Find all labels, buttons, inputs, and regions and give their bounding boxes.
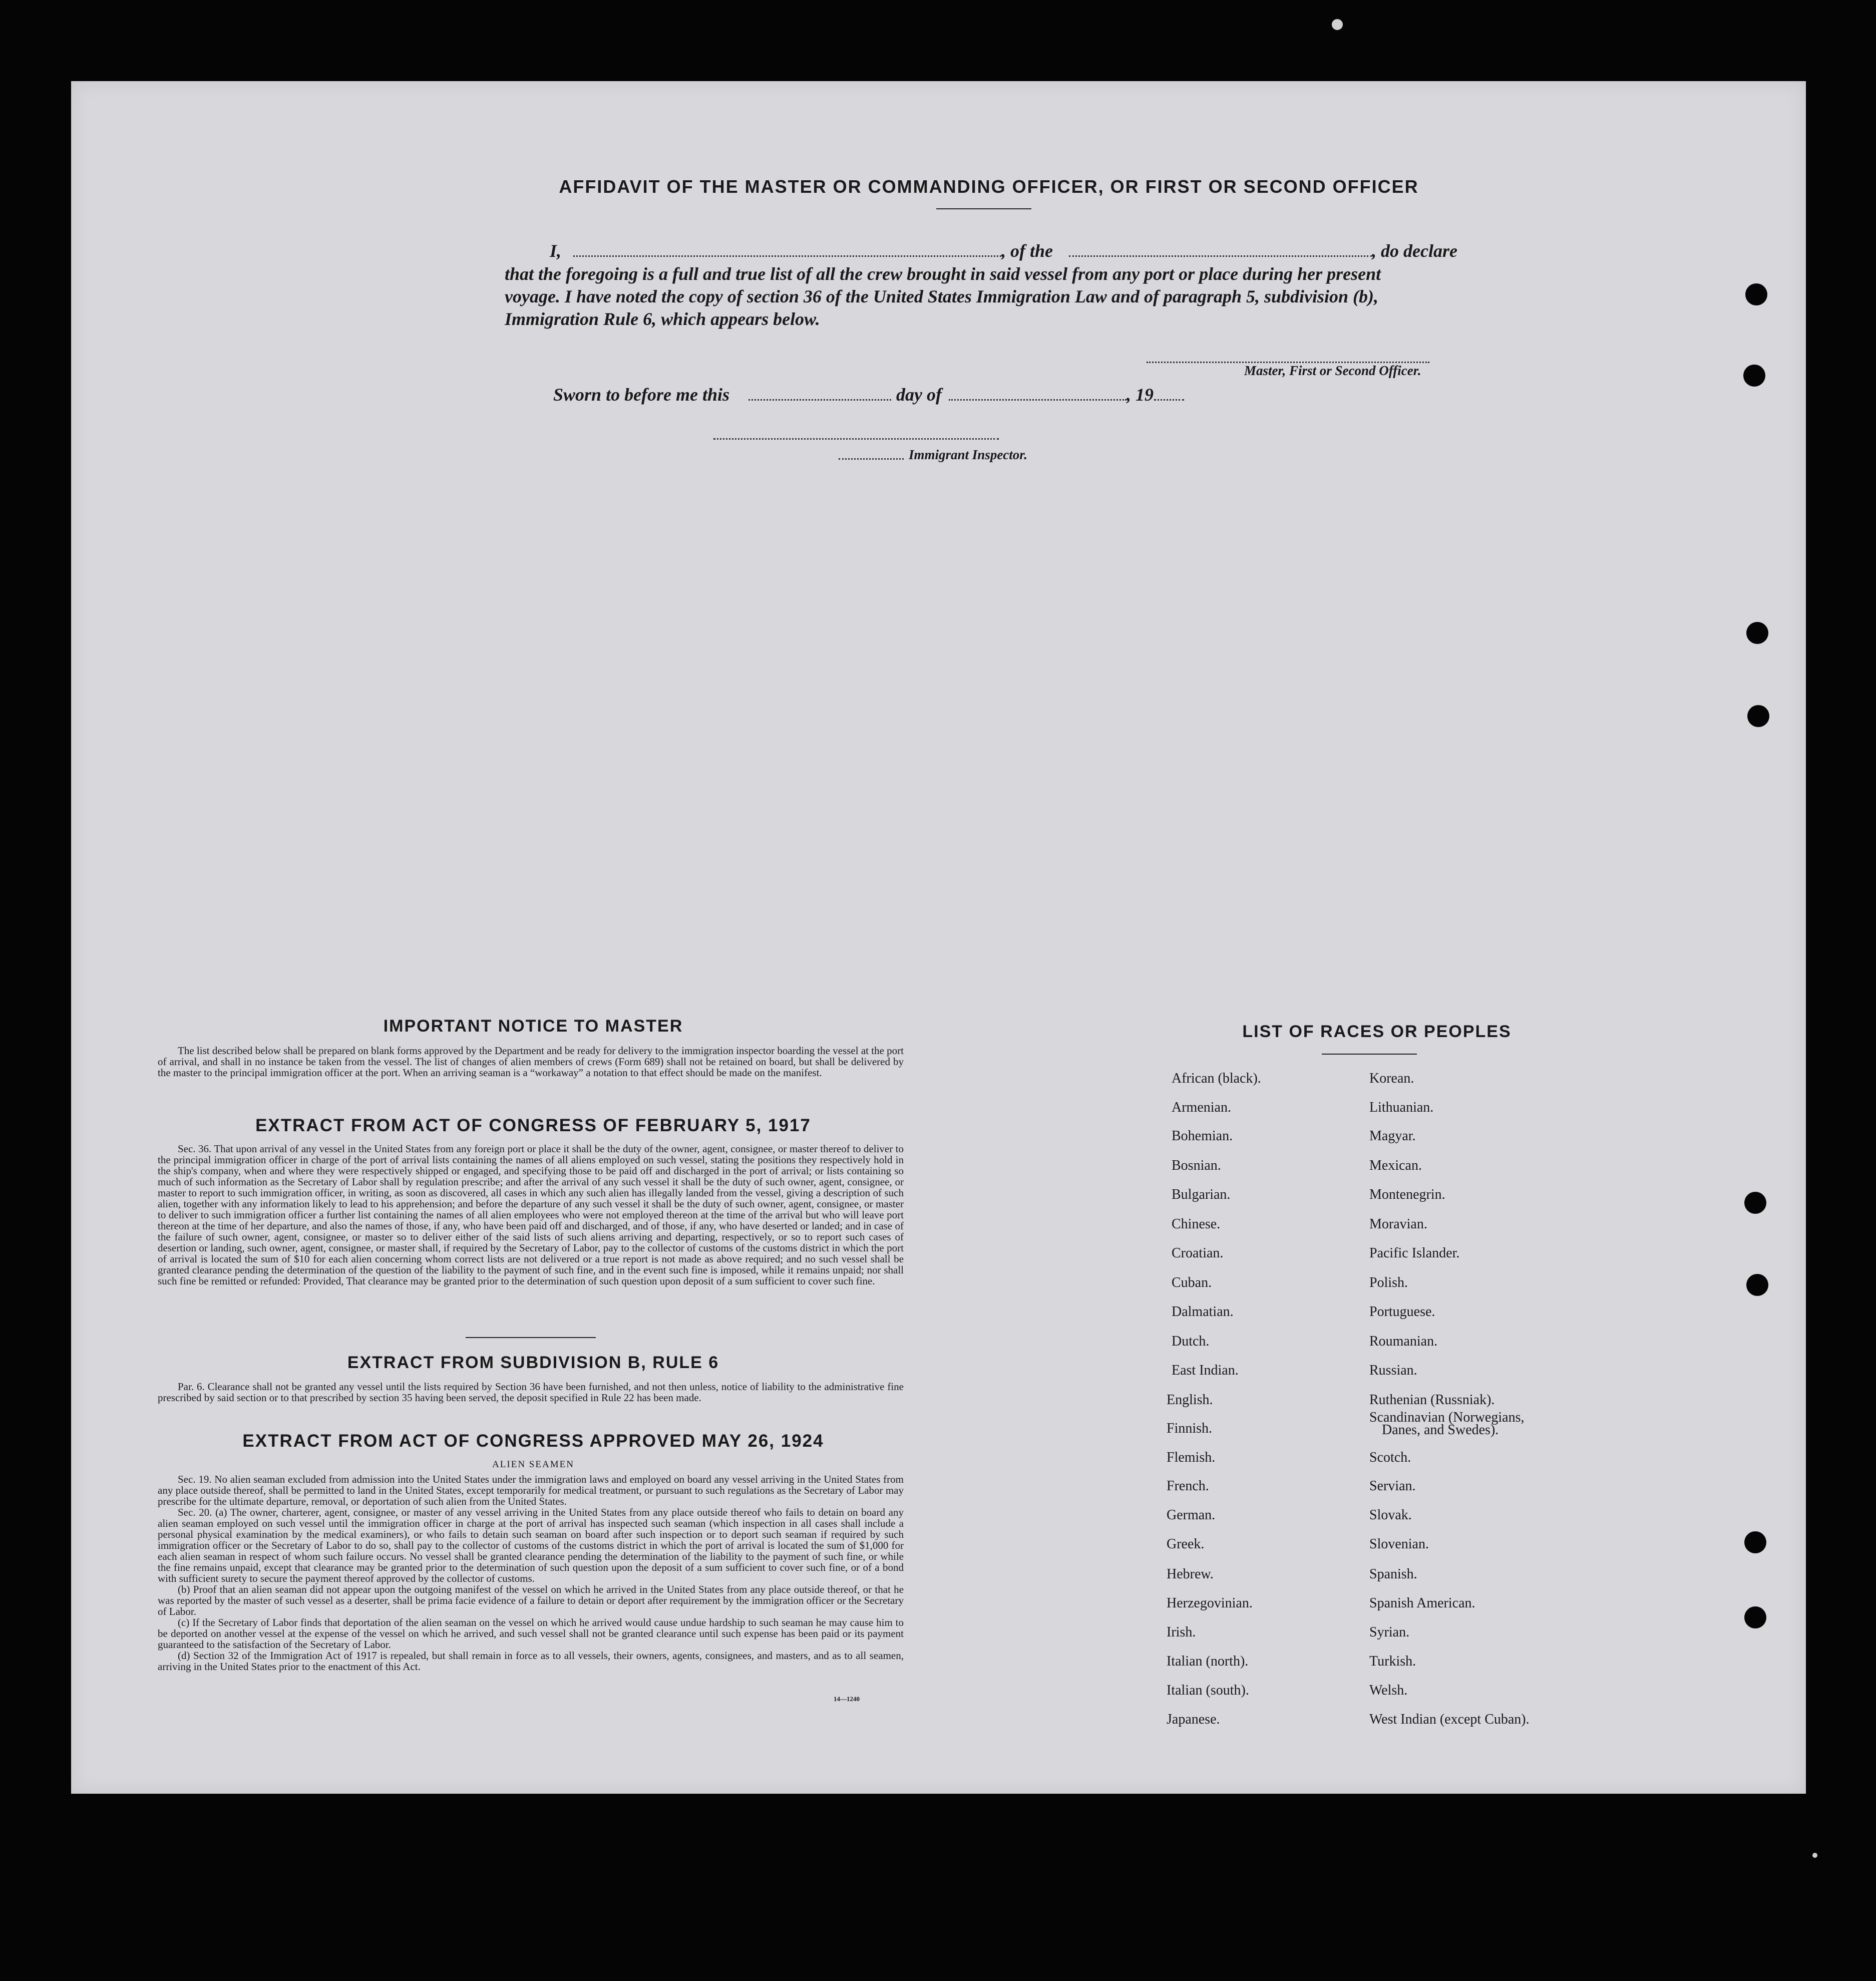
race-item: Turkish. (1369, 1654, 1416, 1669)
race-item: Chinese. (1172, 1216, 1221, 1232)
race-item: Magyar. (1369, 1128, 1416, 1144)
race-item: Japanese. (1167, 1712, 1220, 1727)
race-item: Greek. (1167, 1536, 1205, 1552)
sworn-year-blank[interactable] (1154, 399, 1184, 401)
race-item: French. (1167, 1478, 1209, 1494)
affidavit-declare-label: , do declare (1372, 241, 1457, 261)
binder-hole (1746, 622, 1768, 644)
race-item: African (black). (1172, 1071, 1261, 1086)
race-item: Italian (south). (1167, 1683, 1249, 1698)
extract-1924-body (158, 1474, 904, 1672)
extract-rule6-body (158, 1381, 904, 1403)
notice-text: The list described below shall be prepared on blank forms approved by the Department and be ready for delivery to the immigration inspector boarding the vessel at the port of arrival, and shall in no instance be taken from the vessel. The list of changes of alien members of crews (Form 689) shall not be retained on board, but shall be delivered by the master to the principal immigration officer at the port. When an arriving seaman is a “workaway” a notation to that effect should be made on the manifest. (158, 1045, 904, 1079)
race-item: Hebrew. (1167, 1566, 1214, 1582)
race-item: Bosnian. (1172, 1158, 1221, 1173)
inspector-label: Immigrant Inspector. (909, 447, 1028, 462)
race-item: Irish. (1167, 1624, 1196, 1640)
binder-hole (1745, 283, 1767, 305)
title-rule (936, 208, 1031, 209)
races-title-rule (1322, 1054, 1417, 1055)
extract-1917-title: EXTRACT FROM ACT OF CONGRESS OF FEBRUARY 5, 1917 (255, 1116, 811, 1135)
paragraph-6-text: Par. 6. Clearance shall not be granted any vessel until the lists required by Section 36 have been furnished, and not then unless, notice of liability to the administrative fine prescribed by said section or to that prescribed by section 35 having been served, the deposit specified in Rule 22 has been made. (158, 1381, 904, 1404)
race-item: Dalmatian. (1172, 1304, 1234, 1319)
race-item: Lithuanian. (1369, 1100, 1434, 1115)
race-item: Montenegrin. (1369, 1187, 1445, 1202)
affidavit-line-2: that the foregoing is a full and true list of all the crew brought in said vessel from any port or place during her present (505, 264, 1381, 284)
section-rule (466, 1337, 596, 1338)
officer-signature-label: Master, First or Second Officer. (1244, 363, 1421, 378)
race-item: Roumanian. (1369, 1334, 1438, 1349)
affidavit-line-4: Immigration Rule 6, which appears below. (505, 309, 820, 329)
section-20b-text: (b) Proof that an alien seaman did not appear upon the outgoing manifest of the vessel on which he arrived in the United States from any place outside thereof, or that he was reported by the master of such vessel as a deserter, shall be prima facie evidence of a failure to detain or deport after requirement by the immigration officer or the Secretary of Labor. (158, 1583, 904, 1617)
race-item: Russian. (1369, 1363, 1417, 1378)
race-item: Servian. (1369, 1478, 1416, 1494)
section-20a-text: Sec. 20. (a) The owner, charterer, agent, consignee, or master of any vessel arriving in the United States from any place outside thereof who fails to detain on board any alien seaman employed on such vessel until the immigration officer in charge at the port of arrival has inspected such seaman (which inspection in all cases shall include a personal physical examination by the medical examiners), or who fails to detain such seaman on board after such inspection or to deport such seaman if required by such immigration officer or the Secretary of Labor to do so, shall pay to the collector of customs of the customs district in which the port of arrival is located the sum of $1,000 for each alien seaman in respect of whom such failure occurs. No vessel shall be granted clearance pending the determination of the liability to the payment of such fine, or while the fine remains unpaid, except that clearance may be granted prior to the determination of such question upon the deposit of a sum sufficient to cover such fine, or of a bond with sufficient surety to secure the payment thereof approved by the collector of customs. (158, 1506, 904, 1584)
races-title: LIST OF RACES OR PEOPLES (1242, 1022, 1512, 1041)
binder-hole (1744, 1192, 1766, 1214)
race-item: Scandinavian (Norwegians, (1369, 1410, 1525, 1425)
extract-1917-body (158, 1143, 904, 1286)
race-item-continuation: Danes, and Swedes). (1382, 1422, 1499, 1438)
race-item: Bulgarian. (1172, 1187, 1231, 1202)
race-item: Korean. (1369, 1071, 1414, 1086)
race-item: Pacific Islander. (1369, 1245, 1460, 1261)
race-item: Portuguese. (1369, 1304, 1435, 1319)
race-item: Slovenian. (1369, 1536, 1429, 1552)
scan-speck (1812, 1853, 1817, 1858)
sworn-year-label: , 19 (1127, 385, 1154, 405)
race-item: Croatian. (1172, 1245, 1224, 1261)
race-item: Dutch. (1172, 1334, 1210, 1349)
race-item: Mexican. (1369, 1158, 1422, 1173)
sworn-month-blank[interactable] (949, 399, 1127, 401)
race-item: Polish. (1369, 1275, 1408, 1290)
binder-hole (1744, 1606, 1766, 1628)
race-item: English. (1167, 1392, 1213, 1408)
race-item: Spanish. (1369, 1566, 1417, 1582)
notice-body (158, 1045, 904, 1078)
race-item: Flemish. (1167, 1450, 1216, 1465)
section-19-text: Sec. 19. No alien seaman excluded from admission into the United States under the immigration laws and employed on board any vessel arriving in the United States from any place outside thereof, shall be permitted to land in the United States, except temporarily for medical treatment, or pursuant to such regulations as the Secretary of Labor may prescribe for the ultimate departure, removal, or deportation of such alien from the United States. (158, 1473, 904, 1507)
affidavit-of-the-label: , of the (1001, 241, 1053, 261)
inspector-signature-blank[interactable] (713, 438, 999, 440)
race-item: German. (1167, 1507, 1216, 1523)
alien-seamen-subtitle: ALIEN SEAMEN (492, 1459, 574, 1470)
binder-hole (1743, 365, 1765, 387)
race-item: Herzegovinian. (1167, 1595, 1253, 1611)
race-item: Welsh. (1369, 1683, 1408, 1698)
race-item: Italian (north). (1167, 1654, 1249, 1669)
sworn-day-of-label: day of (896, 385, 942, 405)
binder-hole (1746, 1274, 1768, 1296)
affidavit-line-3: voyage. I have noted the copy of section 36 of the United States Immigration Law and of paragraph 5, subdivision (b), (505, 286, 1378, 306)
scan-speck (1332, 19, 1343, 30)
section-20d-text: (d) Section 32 of the Immigration Act of 1917 is repealed, but shall remain in force as to all vessels, their owners, agents, consignees, and masters, and as to all seamen, arriving in the United States prior to the enactment of this Act. (158, 1649, 904, 1673)
race-item: Slovak. (1369, 1507, 1412, 1523)
race-item: Bohemian. (1172, 1128, 1233, 1144)
binder-hole (1747, 705, 1769, 727)
race-item: Ruthenian (Russniak). (1369, 1392, 1495, 1408)
sworn-label: Sworn to before me this (553, 385, 730, 405)
race-item: East Indian. (1172, 1363, 1239, 1378)
race-item: Finnish. (1167, 1421, 1213, 1436)
section-20c-text: (c) If the Secretary of Labor finds that deportation of the alien seaman on the vessel on which he arrived would cause undue hardship to such seaman he may cause him to be deported on another vessel at the expense of the vessel on which he arrived, and such vessel shall not be granted clearance until such expense has been paid or its payment guaranteed to the satisfaction of the Secretary of Labor. (158, 1616, 904, 1650)
race-item: Armenian. (1172, 1100, 1231, 1115)
notice-title: IMPORTANT NOTICE TO MASTER (383, 1017, 683, 1036)
race-item: West Indian (except Cuban). (1369, 1712, 1530, 1727)
race-item: Moravian. (1369, 1216, 1427, 1232)
binder-hole (1744, 1531, 1766, 1553)
form-number: 14—1240 (834, 1695, 860, 1703)
extract-rule6-title: EXTRACT FROM SUBDIVISION B, RULE 6 (347, 1353, 719, 1372)
vessel-blank[interactable] (1069, 255, 1372, 257)
race-item: Scotch. (1369, 1450, 1411, 1465)
affidavit-title: AFFIDAVIT OF THE MASTER OR COMMANDING OFFICER, OR FIRST OR SECOND OFFICER (559, 176, 1419, 197)
section-36-text: Sec. 36. That upon arrival of any vessel in the United States from any foreign port or place it shall be the duty of the owner, agent, consignee, or master thereof to deliver to the principal immigration officer in charge of the port of arrival lists containing the names of all aliens employed on such vessel, stating the positions they respectively hold in the ship's company, when and where they were respectively shipped or engaged, and specifying those to be paid off and discharged in the port of arrival; or lists containing so much of such information as the Secretary of Labor shall by regulation prescribe; and after the arrival of any such vessel it shall be the duty of such owner, agent, consignee, or master to report to such immigration officer, in writing, as soon as discovered, all cases in which any such alien has illegally landed from the vessel, giving a description of such alien, together with any information likely to lead to his apprehension; and before the departure of any such vessel it shall be the duty of such owner, agent, consignee, or master to deliver to such immigration officer a further list containing the names of all alien employees who were not employed thereon at the time of the arrival but who will leave port thereon at the time of her departure, and also the names of those, if any, who have been paid off and discharged, and of those, if any, who have deserted or landed; and in case of the failure of such owner, agent, consignee, or master so to deliver either of the said lists of such aliens arriving and departing, respectively, or so to report such cases of desertion or landing, such owner, agent, consignee, or master shall, if required by the Secretary of Labor, pay to the collector of customs of the customs district in which the port of arrival is located the sum of $10 for each alien concerning whom correct lists are not delivered or a true report is not made as above required; and no such vessel shall be granted clearance pending the determination of the question of the liability to the payment of such fine, and in the event such fine is imposed, while it remains unpaid; nor shall such fine be remitted or refunded: Provided, That clearance may be granted prior to the determination of such question upon deposit of a sum sufficient to cover such fine. (158, 1143, 904, 1287)
sworn-day-blank[interactable] (748, 399, 891, 401)
race-item: Spanish American. (1369, 1595, 1475, 1611)
name-blank[interactable] (573, 255, 1001, 257)
extract-1924-title: EXTRACT FROM ACT OF CONGRESS APPROVED MAY 26, 1924 (242, 1431, 824, 1451)
race-item: Cuban. (1172, 1275, 1212, 1290)
inspector-leader (839, 458, 904, 460)
race-item: Syrian. (1369, 1624, 1410, 1640)
affidavit-i-label: I, (550, 241, 562, 261)
